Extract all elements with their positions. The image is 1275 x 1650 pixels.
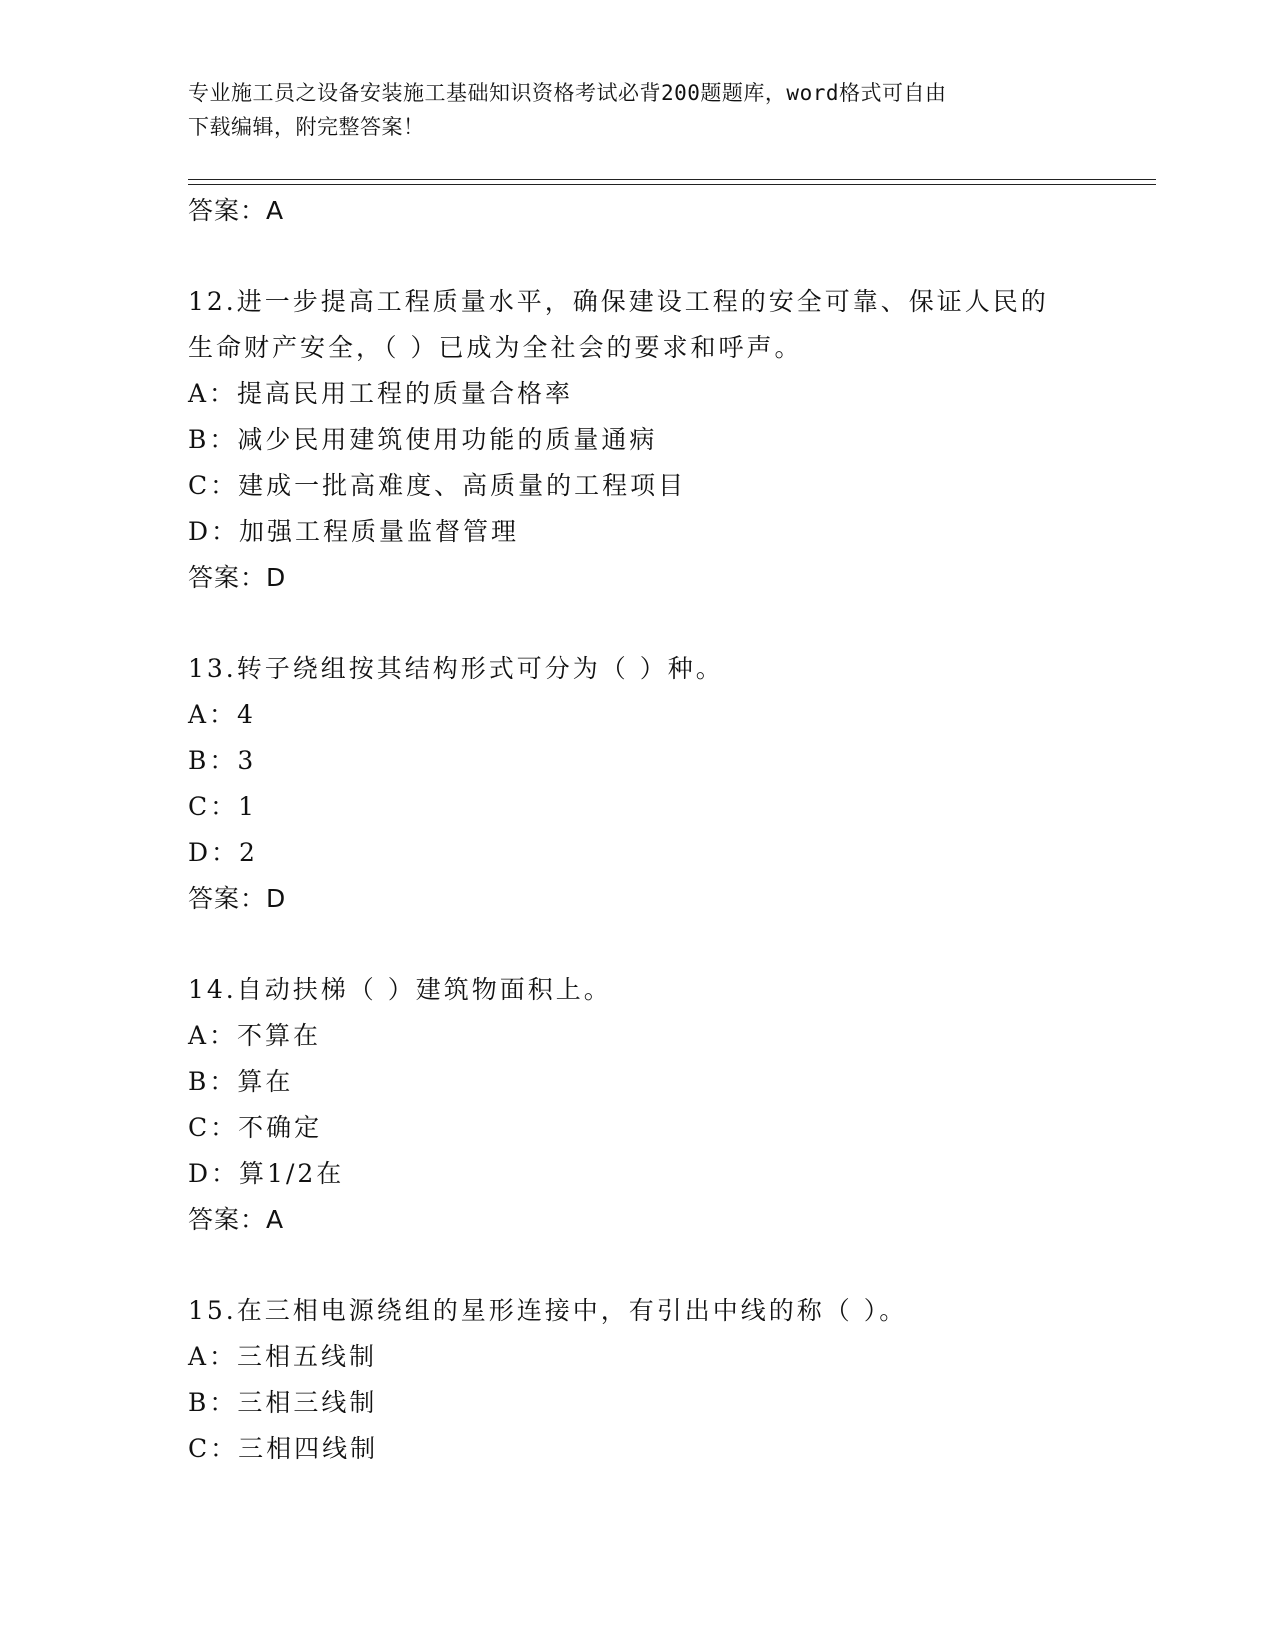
- option-a: A：4: [188, 700, 256, 729]
- answer: 答案：A: [188, 1205, 285, 1234]
- answer: 答案：D: [188, 563, 287, 592]
- question-12: [188, 279, 1148, 601]
- previous-answer: 答案：A: [188, 196, 285, 225]
- question-stem: [188, 1288, 1148, 1334]
- option-d: D：加强工程质量监督管理: [188, 517, 520, 546]
- question-stem-line: 生命财产安全，（ ）已成为全社会的要求和呼声。: [188, 333, 803, 362]
- option-c: C：三相四线制: [188, 1434, 379, 1463]
- question-stem-line: 15.在三相电源绕组的星形连接中，有引出中线的称（ ）。: [188, 1296, 908, 1325]
- option-b: B：三相三线制: [188, 1388, 378, 1417]
- option-c: C：建成一批高难度、高质量的工程项目: [188, 471, 687, 500]
- question-stem: [188, 646, 1148, 692]
- header-divider-top: [188, 179, 1156, 180]
- question-stem-line: 14.自动扶梯（ ）建筑物面积上。: [188, 975, 612, 1004]
- option-c: C：不确定: [188, 1113, 323, 1142]
- question-13: [188, 646, 1148, 922]
- question-15: [188, 1288, 1148, 1472]
- header-line-1: 专业施工员之设备安装施工基础知识资格考试必背200题题库，word格式可自由: [188, 81, 947, 105]
- option-b: B：3: [188, 746, 257, 775]
- option-b: B：算在: [188, 1067, 294, 1096]
- question-stem-line: 13.转子绕组按其结构形式可分为（ ）种。: [188, 654, 724, 683]
- option-d: D：算1/2在: [188, 1159, 345, 1188]
- header-line-2: 下载编辑，附完整答案！: [188, 115, 425, 139]
- option-d: D：2: [188, 838, 258, 867]
- question-14: [188, 967, 1148, 1243]
- question-stem-line: 12.进一步提高工程质量水平，确保建设工程的安全可靠、保证人民的: [188, 287, 1049, 316]
- document-header: [188, 76, 1088, 144]
- option-c: C：1: [188, 792, 258, 821]
- option-b: B：减少民用建筑使用功能的质量通病: [188, 425, 658, 454]
- answer: 答案：D: [188, 884, 287, 913]
- option-a: A：不算在: [188, 1021, 322, 1050]
- question-list: [188, 188, 1148, 1472]
- option-a: A：三相五线制: [188, 1342, 378, 1371]
- option-a: A：提高民用工程的质量合格率: [188, 379, 574, 408]
- question-stem: [188, 967, 1148, 1013]
- question-stem: [188, 279, 1148, 371]
- header-divider-bottom: [188, 184, 1156, 185]
